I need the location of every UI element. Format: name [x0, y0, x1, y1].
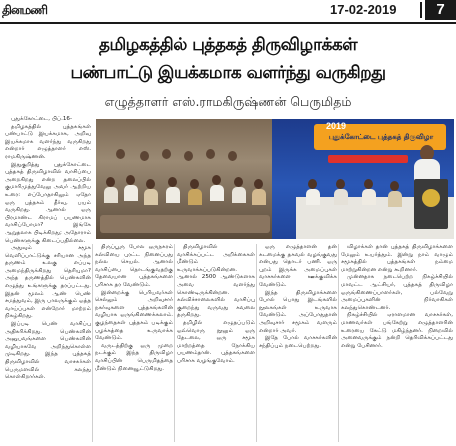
masthead-divider: [420, 2, 422, 18]
page-number: 7: [425, 0, 456, 20]
audience-person: [126, 175, 135, 185]
paragraph: தமிழில் எழுதப்படும் ஒவ்வொரு நூலும் ஒரு தேடலை, ஒரு சமூக மாற்றத்தை நோக்கிய பயணம்தான். புத்தகங்களை பரிசாக வழங்குவோம்.: [177, 319, 255, 364]
stage-guest: [388, 191, 402, 207]
banner-year: 2019: [326, 121, 347, 131]
audience-person: [140, 151, 149, 161]
audience-person: [228, 151, 237, 161]
paragraph: திருவிழாவில் வாசிக்கப்பட்ட அறிக்கைகள் மீண்டும் உருவாக்கப்படுகின்றன. ஆனால் 2500 ஆண்டுகளாக அவை வளர்ந்து கொண்டிருக்கின்றன. கல்விச்சாலைகளில் வாசிப்பு குறைந்து வருவது கவலை தருகிறது.: [177, 244, 255, 319]
audience-person: [252, 189, 266, 205]
audience-person: [104, 187, 118, 203]
article-column-1: [5, 116, 91, 442]
audience-person: [146, 179, 155, 189]
audience-person: [210, 185, 224, 201]
audience-person: [184, 151, 193, 161]
paragraph: அதுவும் சமூக வெளிப்பாட்டுக்கு சரியான அந்த தருணம் உலகு எப்படி அமைந்திருக்கிறது தெரியுமா? அந்த தருணத்தில் பெண்களின் எழுத்து உங்களுக்கு தரப்பட்டது. இதன் மூலம் ஆண் பெண் சமத்துவம், இரு பாலருக்கும் ஒத்த வாய்ப்புகள் என்றோர் மாற்றம் நிகழ்கிறது.: [5, 245, 91, 320]
stage-guest: [390, 181, 399, 191]
event-photo: [96, 119, 454, 239]
headline-line-1: தமிழகத்தில் புத்தகத் திருவிழாக்கள்: [98, 35, 358, 55]
stage-guest: [336, 179, 345, 189]
audience-person: [162, 149, 171, 159]
article-column-4: [259, 244, 337, 442]
paragraph: இதே போல் வாசகர்களின் சந்திப்பும் நடைபெற்றது.: [259, 335, 337, 349]
stage-guest: [334, 189, 348, 205]
audience-person: [254, 179, 263, 189]
banner-text: புதுக்கோட்டை புத்தகத் திருவிழா: [328, 133, 434, 141]
headline-line-2: பண்பாட்டு இயக்கமாக வளர்ந்து வருகிறது: [70, 63, 386, 83]
paragraph: முன்னதாக நடைபெற்ற நிகழ்ச்சியில் மாவட்ட ஆட்சியர், புத்தகத் திருவிழா ஒருங்கிணைப்பாளர்கள், பல்வேறு அமைப்புகளின் நிர்வாகிகள் கலந்துகொண்டனர்.: [341, 274, 453, 311]
paragraph: ஒரு எழுத்தாளன் தன் கடமைக்கு தகவல் வழங்குவது என்பது தொடர் பணி. ஒரு புறம் இருக்க அமைப்புகள் வாசகர்களை ஊக்குவிக்க வேண்டும்.: [259, 244, 337, 288]
podium-emblem: [422, 189, 440, 207]
audience-row: [100, 215, 270, 233]
audience-person: [166, 187, 180, 203]
audience-person: [190, 179, 199, 189]
audience-person: [206, 149, 215, 159]
newspaper-logo: தினமணி: [2, 3, 47, 17]
subheadline: எழுத்தாளர் எஸ்.ராமகிருஷ்ணன் பெருமிதம்: [104, 94, 352, 109]
audience-person: [144, 189, 158, 205]
banner-strip: [328, 155, 408, 163]
column-rule: [92, 244, 93, 442]
paragraph: விழாக்கள் தான் புத்தகத் திருவிழாக்களை மேலும் உயர்த்தும். இன்று நாம் வாழும் சமூகத்தில் புத்தகங்கள் நம்மை மாற்றுகின்றன என்று கூறினார்.: [341, 244, 453, 273]
paragraph: இப்படி பெண் வாசிப்பு அதிகரிக்கிறது. பெண்களின் அனுபவங்களை பெண்களின் வழியாகவே அறிந்துகொள்ள முடிகிறது. இந்த புத்தகத் திருவிழாவில் வாசகர்கள் பெருமளவில் கலந்து கொள்கிறார்கள்.: [5, 321, 91, 381]
column-rule: [338, 244, 339, 442]
article-column-5: [341, 244, 453, 442]
audience-person: [188, 189, 202, 205]
paragraph: தமிழகத்தில் புத்தகங்கள் பண்பாட்டு இயக்கமாக, அறிவு இயக்கமாக வளர்ந்து வருகிறது என்றார் எழுத்தாளர் எஸ். ராமகிருஷ்ணன்.: [5, 123, 91, 160]
stage-guest: [306, 189, 320, 205]
paragraph: இந்த திருவிழாக்களை போல் பொது இடங்களில் நூலகங்கள் உருவாக வேண்டும். அப்போதுதான் அறிவுசார் சமூகம் வளரும் என்றார் அவர்.: [259, 289, 337, 334]
audience-person: [106, 177, 115, 187]
audience-person: [234, 177, 243, 187]
audience-person: [232, 187, 246, 203]
issue-date: 17-02-2019: [330, 2, 397, 17]
article-column-2: [95, 244, 173, 442]
paragraph: இதுகுறித்து புதுக்கோட்டை புத்தகத் திருவிழாவில் வாசிப்பை அறைகிறது என்ற தலைப்பில் குமாரிமுத்துவேலு அவர் ஆற்றிய உரை: எப்போதாகிலும் ஏதோ ஒரு புத்தகம் தீர்வு, பயம் வருகிறது. ஆனால் ஒரு பிரமாண்ட கிராமப் பயணமாக வாசிப்போமா? இங்கே ஆறுதலாக பிடிக்கிறது; அதோராம் பெண்களுக்கு கிடைப்பதில்லை.: [5, 161, 91, 244]
stage-guest: [362, 189, 376, 205]
article-column-3: [177, 244, 255, 442]
paragraph: நிகழ்ச்சியில் ஏராளமான வாசகர்கள், மாணவர்கள் பங்கேற்று எழுத்தாளரின் உரையை கேட்டு மகிழ்ந்தனர். நிறைவில் அனைவருக்கும் நன்றி தெரிவிக்கப்பட்டது என்று பேசினார்.: [341, 312, 453, 349]
audience-person: [212, 175, 221, 185]
masthead: [0, 0, 456, 24]
column-rule: [256, 244, 257, 442]
audience-person: [124, 185, 138, 201]
paragraph: இன்றைக்கு பெரியவர்கள் செல்லும் அறிவுசார் நகர்வுகளை புத்தகங்களின் வழியாக ஒருங்கிணைக்கலாம். குழந்தைகள் புத்தகம் படிக்கும் பழக்கத்தை உருவாக்க வேண்டும்.: [95, 289, 173, 342]
stage-guest: [308, 179, 317, 189]
paragraph: திருப்பூரு போல ஒருநகரம் கல்வியை புரட்ட நினைப்பது நல்ல செயல். ஆனால் வாசிப்பை தொடங்குவதற்கு தேவையான புத்தகங்களை பரிசாக தர வேண்டும்.: [95, 244, 173, 288]
stage-guest: [364, 179, 373, 189]
paragraph: வருடத்திற்கு ஒரு முறை நடக்கும் இந்த திருவிழா வாசிப்பின் பெருமிதத்தை மீண்டும் நினைவூட்டுகிறது.: [95, 342, 173, 372]
audience-person: [116, 149, 125, 159]
column-rule: [174, 244, 175, 442]
dateline: புதுக்கோட்டை, பிப்.16-: [11, 116, 72, 122]
audience-person: [168, 177, 177, 187]
